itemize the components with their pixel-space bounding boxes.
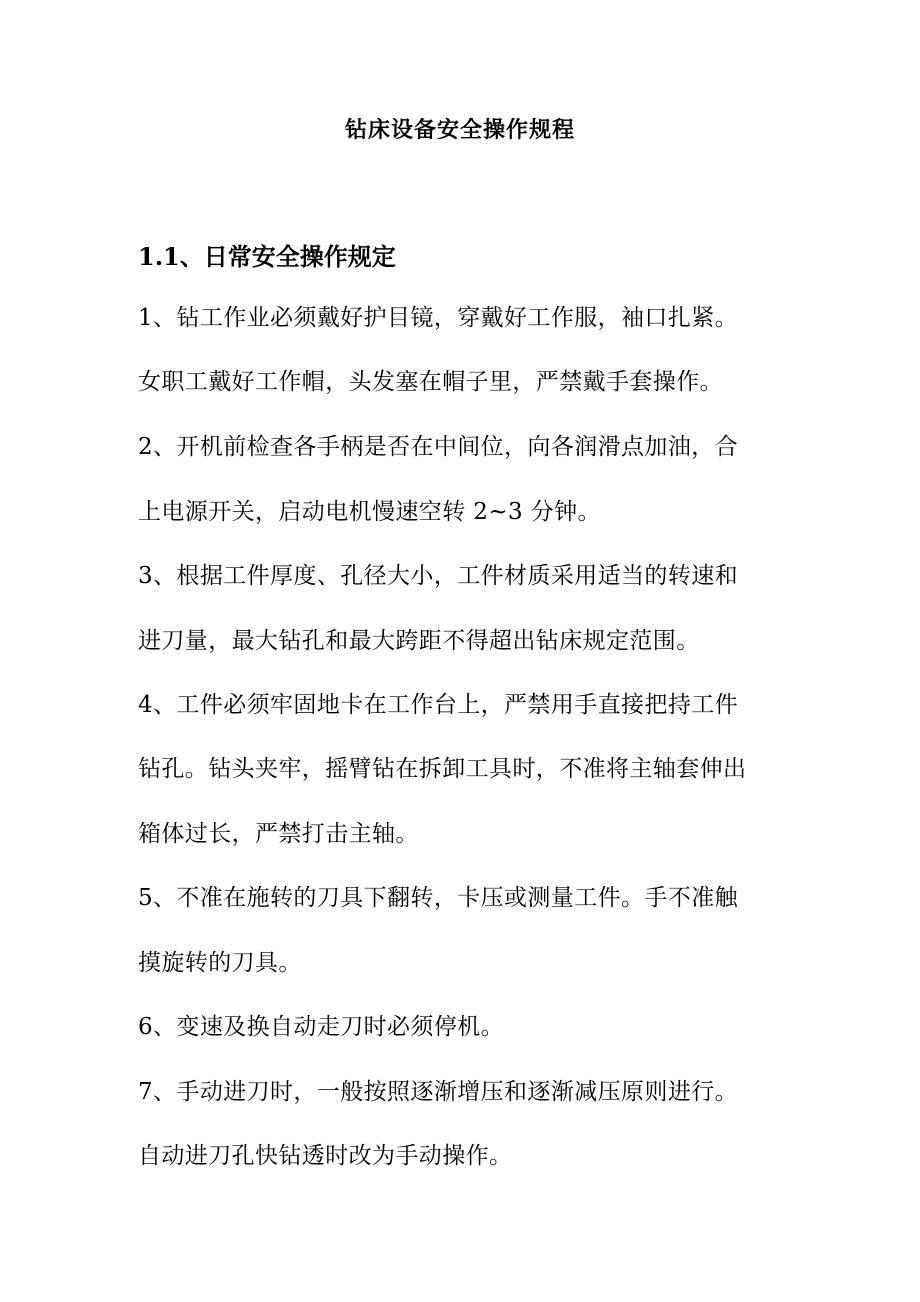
body-line: 7、手动进刀时，一般按照逐渐增压和逐渐减压原则进行。 [138,1079,739,1105]
body-line: 2、开机前检查各手柄是否在中间位，向各润滑点加油，合 [138,434,739,460]
section-heading: 1.1、日常安全操作规定 [138,242,396,271]
body-line: 进刀量，最大钻孔和最大跨距不得超出钻床规定范围。 [138,628,700,654]
body-line: 女职工戴好工作帽，头发塞在帽子里，严禁戴手套操作。 [138,369,723,395]
body-line: 4、工件必须牢固地卡在工作台上，严禁用手直接把持工件 [138,692,739,718]
body-line: 6、变速及换自动走刀时必须停机。 [138,1014,505,1040]
body-line: 3、根据工件厚度、孔径大小，工件材质采用适当的转速和 [138,563,739,589]
body-line: 钻孔。钻头夹牢，摇臂钻在拆卸工具时，不准将主轴套伸出 [138,756,747,782]
body-line: 5、不准在施转的刀具下翻转，卡压或测量工件。手不准触 [138,885,739,911]
body-line: 1、钻工作业必须戴好护目镜，穿戴好工作服，袖口扎紧。 [138,305,739,331]
body-line: 摸旋转的刀具。 [138,950,302,976]
document-title: 钻床设备安全操作规程 [344,117,575,143]
body-line: 箱体过长，严禁打击主轴。 [138,821,419,847]
body-line: 上电源开关，启动电机慢速空转 2~3 分钟。 [138,499,601,525]
body-line: 自动进刀孔快钻透时改为手动操作。 [138,1143,513,1169]
